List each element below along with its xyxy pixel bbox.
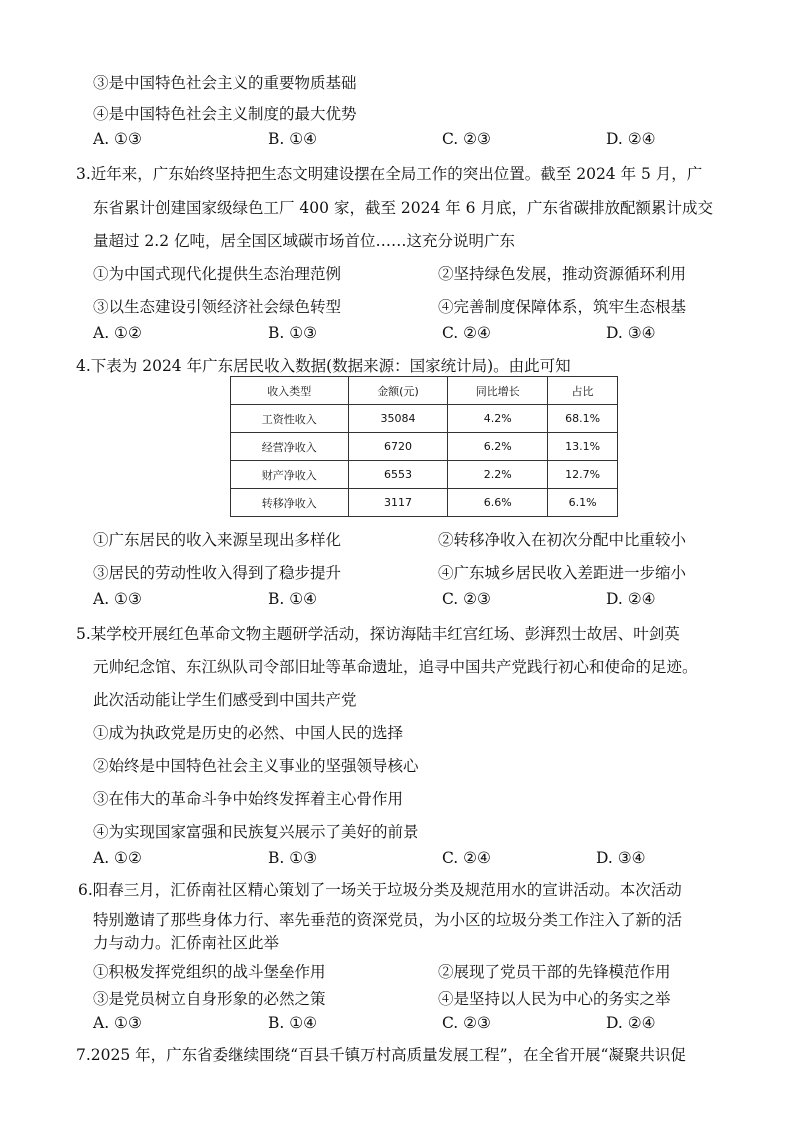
q5-option-c: C. ②④ (442, 849, 491, 867)
q3-option-b: B. ①③ (268, 324, 318, 342)
table-header-cell: 收入类型 (231, 377, 349, 405)
q5-option-a: A. ①② (93, 849, 142, 867)
q2-option-c: C. ②③ (442, 130, 491, 148)
q4-option-c: C. ②③ (442, 590, 491, 608)
income-table (230, 376, 618, 517)
q2-option-d: D. ②④ (606, 130, 656, 148)
q3-stem-line-3: 量超过 2.2 亿吨，居全国区域碳市场首位……这充分说明广东 (93, 232, 516, 250)
q2-option-a: A. ①③ (93, 130, 142, 148)
table-cell: 13.1% (548, 433, 618, 461)
q6-statement-1: ①积极发挥党组织的战斗堡垒作用 (93, 963, 326, 981)
q2-statement-4: ④是中国特色社会主义制度的最大优势 (93, 105, 357, 123)
table-cell: 转移净收入 (231, 489, 349, 517)
table-header-cell: 同比增长 (448, 377, 548, 405)
q5-statement-4: ④为实现国家富强和民族复兴展示了美好的前景 (93, 823, 419, 841)
q6-statement-3: ③是党员树立自身形象的必然之策 (93, 990, 326, 1008)
q6-stem-line-3: 力与动力。汇侨南社区此举 (93, 934, 280, 952)
q4-option-b: B. ①④ (268, 590, 318, 608)
table-row (231, 489, 618, 517)
q6-option-b: B. ①④ (268, 1014, 318, 1032)
q4-statement-1: ①广东居民的收入来源呈现出多样化 (93, 531, 342, 549)
table-cell: 68.1% (548, 405, 618, 433)
table-cell: 工资性收入 (231, 405, 349, 433)
q4-statement-4: ④广东城乡居民收入差距进一步缩小 (438, 564, 687, 582)
q6-option-d: D. ②④ (606, 1014, 656, 1032)
q5-stem-line-1: 5.某学校开展红色革命文物主题研学活动，探访海陆丰红宫红场、彭湃烈士故居、叶剑英 (76, 625, 680, 643)
q3-statement-4: ④完善制度保障体系，筑牢生态根基 (438, 298, 687, 316)
q5-option-b: B. ①③ (268, 849, 318, 867)
q5-option-d: D. ③④ (596, 849, 646, 867)
q4-statement-3: ③居民的劳动性收入得到了稳步提升 (93, 564, 342, 582)
q3-stem-line-2: 东省累计创建国家级绿色工厂 400 家，截至 2024 年 6 月底，广东省碳排放配额累计成交 (93, 199, 713, 217)
q6-statement-4: ④是坚持以人民为中心的务实之举 (438, 990, 671, 1008)
table-row (231, 433, 618, 461)
table-cell: 6.6% (448, 489, 548, 517)
table-row (231, 405, 618, 433)
table-cell: 财产净收入 (231, 461, 349, 489)
q5-stem-line-2: 元帅纪念馆、东江纵队司令部旧址等革命遗址，追寻中国共产党践行初心和使命的足迹。 (93, 658, 698, 676)
table-header-cell: 占比 (548, 377, 618, 405)
table-cell: 2.2% (448, 461, 548, 489)
table-row (231, 461, 618, 489)
q3-option-a: A. ①② (93, 324, 142, 342)
q7-stem-line-1: 7.2025 年，广东省委继续围绕“百县千镇万村高质量发展工程”，在全省开展“凝聚共识促 (76, 1046, 686, 1064)
q3-statement-2: ②坚持绿色发展，推动资源循环利用 (438, 265, 687, 283)
q3-option-c: C. ②④ (442, 324, 491, 342)
table-header-cell: 金额(元) (348, 377, 448, 405)
table-cell: 4.2% (448, 405, 548, 433)
q4-option-a: A. ①③ (93, 590, 142, 608)
q2-option-b: B. ①④ (268, 130, 318, 148)
q6-option-c: C. ②③ (442, 1014, 491, 1032)
q2-statement-3: ③是中国特色社会主义的重要物质基础 (93, 74, 357, 92)
q6-statement-2: ②展现了党员干部的先锋模范作用 (438, 963, 671, 981)
q6-stem-line-2: 特别邀请了那些身体力行、率先垂范的资深党员，为小区的垃圾分类工作注入了新的活 (93, 911, 683, 929)
table-cell: 经营净收入 (231, 433, 349, 461)
q6-option-a: A. ①③ (93, 1014, 142, 1032)
table-cell: 35084 (348, 405, 448, 433)
q6-stem-line-1: 6.阳春三月，汇侨南社区精心策划了一场关于垃圾分类及规范用水的宣讲活动。本次活动 (78, 881, 682, 899)
table-cell: 6553 (348, 461, 448, 489)
table-cell: 6.1% (548, 489, 618, 517)
table-cell: 3117 (348, 489, 448, 517)
q3-statement-1: ①为中国式现代化提供生态治理范例 (93, 265, 342, 283)
table-header-row (231, 377, 618, 405)
table-cell: 6.2% (448, 433, 548, 461)
q4-option-d: D. ②④ (606, 590, 656, 608)
q5-statement-1: ①成为执政党是历史的必然、中国人民的选择 (93, 724, 404, 742)
table-cell: 6720 (348, 433, 448, 461)
q5-statement-2: ②始终是中国特色社会主义事业的坚强领导核心 (93, 757, 419, 775)
q3-stem-line-1: 3.近年来，广东始终坚持把生态文明建设摆在全局工作的突出位置。截至 2024 年 5 月，广 (76, 165, 703, 183)
q4-stem: 4.下表为 2024 年广东居民收入数据(数据来源：国家统计局)。由此可知 (76, 357, 571, 375)
q3-option-d: D. ③④ (606, 324, 656, 342)
q5-statement-3: ③在伟大的革命斗争中始终发挥着主心骨作用 (93, 790, 404, 808)
table-cell: 12.7% (548, 461, 618, 489)
q5-stem-line-3: 此次活动能让学生们感受到中国共产党 (93, 691, 357, 709)
q4-statement-2: ②转移净收入在初次分配中比重较小 (438, 531, 687, 549)
q3-statement-3: ③以生态建设引领经济社会绿色转型 (93, 298, 342, 316)
